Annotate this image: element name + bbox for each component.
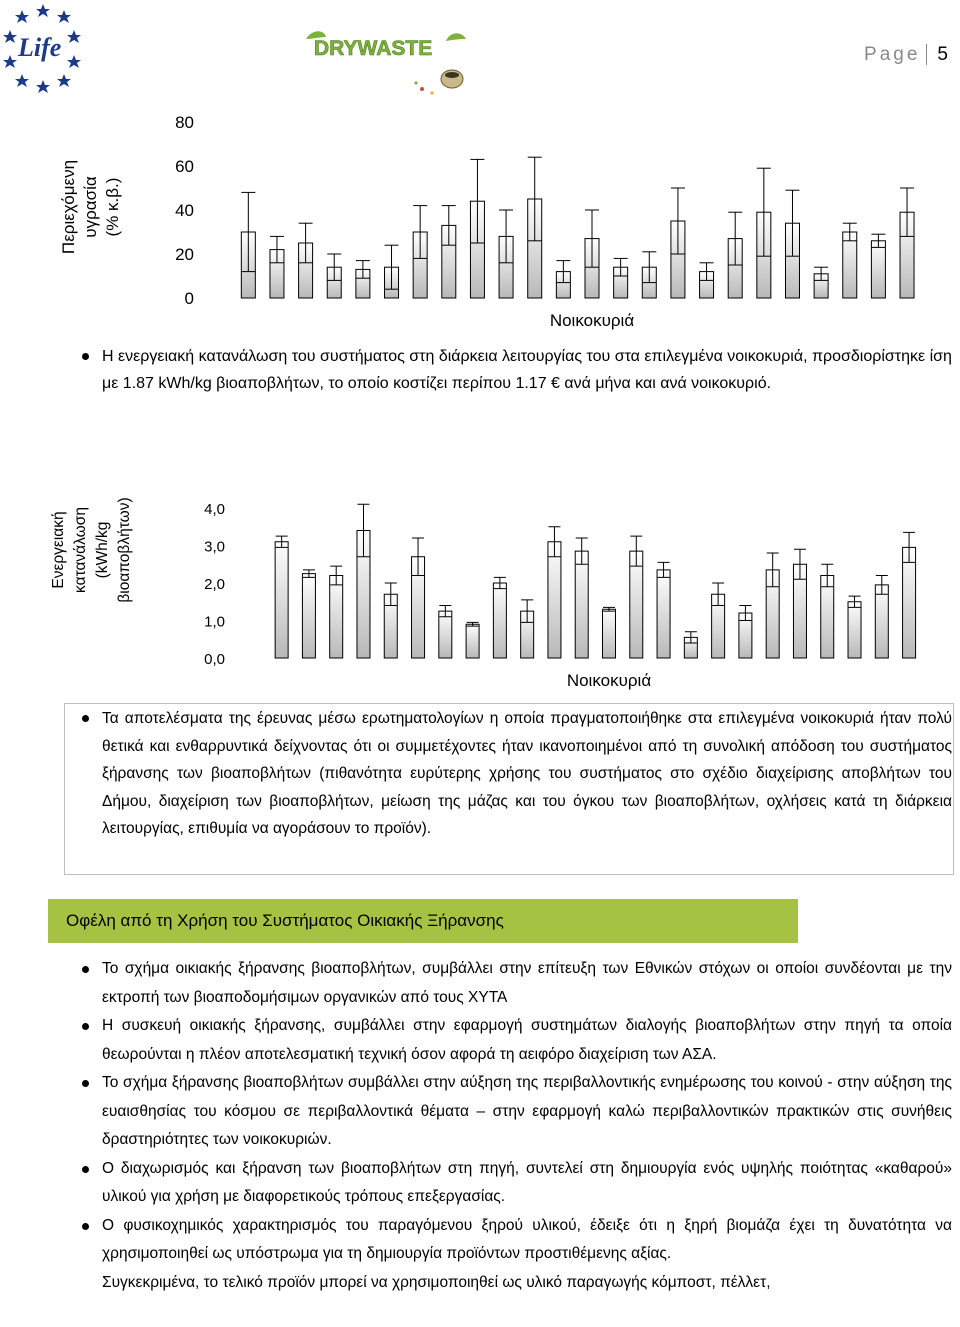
energy-bar	[821, 576, 834, 659]
moisture-bar	[843, 232, 857, 298]
energy-bar	[302, 574, 315, 658]
moisture-ylabel-line-1: Περιεχόμενη	[59, 159, 78, 255]
energy-bar	[875, 585, 888, 658]
life-logo	[0, 0, 100, 95]
benefit-continuation-text: Συγκεκριμένα, το τελικό προϊόν μπορεί να χρησιμοποιηθεί ως υλικό παραγωγής κόμποστ, πέλλετ,	[102, 1273, 771, 1291]
energy-bar	[275, 542, 288, 658]
energy-ytick-label: 0,0	[204, 651, 225, 668]
energy-ytick-label: 3,0	[204, 538, 225, 556]
energy-bar	[575, 551, 588, 658]
energy-ylabel-line-2: κατανάλωση	[72, 507, 89, 593]
energy-xlabel: Νοικοκυριά	[566, 671, 652, 690]
energy-bar	[848, 602, 861, 658]
moisture-xlabel: Νοικοκυριά	[549, 311, 635, 330]
life-logo-text: Life	[18, 33, 62, 62]
energy-ytick-label: 2,0	[204, 576, 225, 593]
page-header	[0, 0, 960, 100]
moisture-chart	[60, 100, 920, 340]
benefit-item: Ο διαχωρισμός και ξήρανση των βιοαποβλήτων στη πηγή, συντελεί στη δημιουργία ενός υψηλής ποιότητας «καθαρού» υλικού για χρήση με διαφορετικούς τρόπους επεξεργασίας.	[72, 1155, 952, 1212]
energy-chart-plot	[60, 480, 920, 695]
benefits-section-title: Οφέλη από τη Χρήση του Συστήματος Οικιακής Ξήρανσης	[48, 899, 798, 943]
drywaste-logo-text: DRYWASTE	[314, 37, 433, 60]
energy-bar	[439, 611, 452, 658]
moisture-ytick-label: 40	[175, 201, 194, 220]
moisture-chart-plot	[60, 100, 920, 340]
energy-bar	[630, 551, 643, 658]
survey-results-list	[72, 705, 952, 843]
moisture-ytick-label: 80	[175, 113, 194, 132]
benefit-item: Το σχήμα οικιακής ξήρανσης βιοαποβλήτων, συμβάλλει στην επίτευξη των Εθνικών στόχων οι οποίοι συνδέονται με την εκτροπή των βιοαποδομήσιμων οργανικών από τους ΧΥΤΑ	[72, 955, 952, 1012]
moisture-ytick-label: 20	[175, 245, 194, 264]
moisture-bar	[871, 241, 885, 298]
benefit-item: Το σχήμα ξήρανσης βιοαποβλήτων συμβάλλει στην αύξηση της περιβαλλοντικής ενημέρωσης του κοινού - στην αύξηση της ευαισθησίας του κόσμου σε περιβαλλοντικά θέματα – στην εφαρμογή καλώ περιβαλλοντικών πρακτικών στις συνήθεις δραστηριότητες των νοικοκυριών.	[72, 1069, 952, 1155]
energy-bar	[466, 624, 479, 658]
page-number-label	[864, 44, 948, 66]
energy-bar	[548, 542, 561, 658]
benefits-list	[72, 955, 952, 1297]
energy-ytick-label: 4,0	[204, 501, 225, 518]
energy-ylabel-line-3: (kWh/kg	[94, 521, 111, 579]
energy-summary-list	[72, 343, 952, 397]
page-word: Page	[864, 44, 921, 65]
benefit-item: Η συσκευή οικιακής ξήρανσης, συμβάλλει στην εφαρμογή συστημάτων διαλογής βιοαποβλήτων στην πηγή τα οποία θεωρούνται η πλέον αποτελεσματική τεχνική όσον αφορά τη αειφόρο διαχείριση των ΑΣΑ.	[72, 1012, 952, 1069]
energy-bar	[330, 576, 343, 659]
energy-bar	[657, 570, 670, 658]
energy-bar	[903, 547, 916, 658]
moisture-ytick-label: 0	[184, 289, 194, 308]
energy-ytick-label: 1,0	[204, 613, 225, 631]
energy-ylabel-line-4: βιοαποβλήτων)	[116, 497, 133, 603]
energy-bar	[603, 609, 616, 658]
energy-chart	[50, 480, 920, 695]
drywaste-logo	[300, 25, 470, 100]
moisture-ylabel-line-3: (% κ.β.)	[103, 177, 122, 237]
survey-results-item: Τα αποτελέσματα της έρευνας μέσω ερωτηματολογίων η οποία πραγματοποιήθηκε στα επιλεγμένα νοικοκυριά ήταν πολύ θετικά και ενθαρρυντικά δείχνοντας ότι οι συμμετέχοντες ήταν ικανοποιημένοι από τη συνολική απόδοση του συστήματος ξήρανσης των βιοαποβλήτων (πιθανότητα ευρύτερης χρήσης του συστήματος στο σχέδιο διαχείρισης αποβλήτων του Δήμου, διαχείριση των βιοαποβλήτων, μείωση της μάζας και του όγκου των βιοαποβλήτων, οχλήσεις κατά τη διάρκεια λειτουργίας, επιθυμία να αγοράσουν το προϊόν).	[72, 705, 952, 843]
energy-summary-item: Η ενεργειακή κατανάλωση του συστήματος στη διάρκεια λειτουργίας του στα επιλεγμένα νοικοκυριά, προσδιορίστηκε ίση με 1.87 kWh/kg βιοαποβλήτων, το οποίο κοστίζει περίπου 1.17 € ανά μήνα και ανά νοικοκυριό.	[72, 343, 952, 397]
benefit-item: Ο φυσικοχημικός χαρακτηρισμός του παραγόμενου ξηρού υλικού, έδειξε ότι η ξηρή βιομάζα έχει τη δυνατότητα να χρησιμοποιηθεί ως υπόστρωμα για τη δημιουργία προϊόντων προστιθέμενης αξίας.	[72, 1212, 952, 1269]
page-number: 5	[926, 44, 948, 65]
moisture-ylabel-line-2: υγρασία	[81, 176, 100, 238]
energy-ylabel-line-1: Ενεργειακή	[50, 511, 67, 589]
energy-bar	[493, 583, 506, 658]
moisture-ytick-label: 60	[175, 157, 194, 176]
